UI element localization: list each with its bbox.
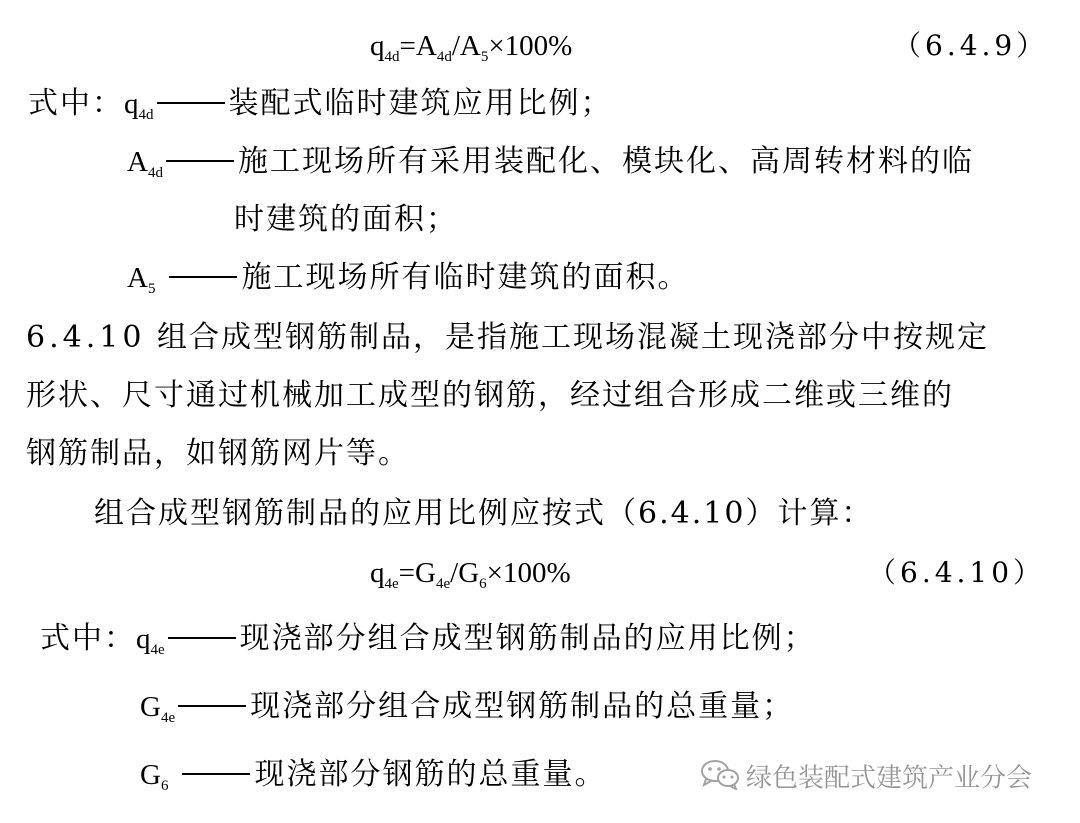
definition-a4d-cont: 时建筑的面积；	[234, 202, 458, 237]
watermark-text: 绿色装配式建筑产业分会	[746, 763, 1033, 794]
em-dash	[178, 705, 246, 707]
definition-a4d: $A_{4d}$ 施工现场所有采用装配化、模块化、高周转材料的临	[127, 144, 974, 181]
formula-6-4-10: $q_{4e}=G_{4e}/G_6\times 100\%$	[370, 557, 571, 592]
clause-6-4-10-line2: 形状、尺寸通过机械加工成型的钢筋，经过组合形成二维或三维的	[26, 378, 954, 413]
definition-a5: $A_5$ 施工现场所有临时建筑的面积。	[127, 260, 690, 297]
clause-6-4-10-line4: 组合成型钢筋制品的应用比例应按式（6.4.10）计算：	[94, 496, 874, 531]
definition-g4e: $G_{4e}$ 现浇部分组合成型钢筋制品的总重量；	[140, 689, 795, 726]
em-dash	[168, 637, 236, 639]
em-dash	[182, 773, 250, 775]
clause-6-4-10-line1: 6.4.10 组合成型钢筋制品，是指施工现场混凝土现浇部分中按规定	[26, 320, 989, 355]
cropped-text-top	[120, 0, 168, 18]
formula-6-4-9: $q_{4d}=A_{4d}/A_5\times 100\%$	[370, 30, 573, 65]
equation-number-6-4-9: （6.4.9）	[893, 29, 1049, 62]
watermark	[700, 758, 1032, 800]
equation-number-6-4-10: （6.4.10）	[868, 556, 1046, 589]
definition-g6: $G_6$ 现浇部分钢筋的总重量。	[140, 757, 607, 794]
em-dash	[166, 160, 234, 162]
wechat-icon	[700, 758, 740, 800]
definition-q4e: 式中：$q_{4e}$ 现浇部分组合成型钢筋制品的应用比例；	[40, 621, 816, 658]
em-dash	[157, 102, 225, 104]
em-dash	[169, 276, 237, 278]
definition-q4d: 式中：$q_{4d}$ 装配式临时建筑应用比例；	[28, 86, 613, 123]
clause-6-4-10-line3: 钢筋制品，如钢筋网片等。	[26, 436, 410, 471]
